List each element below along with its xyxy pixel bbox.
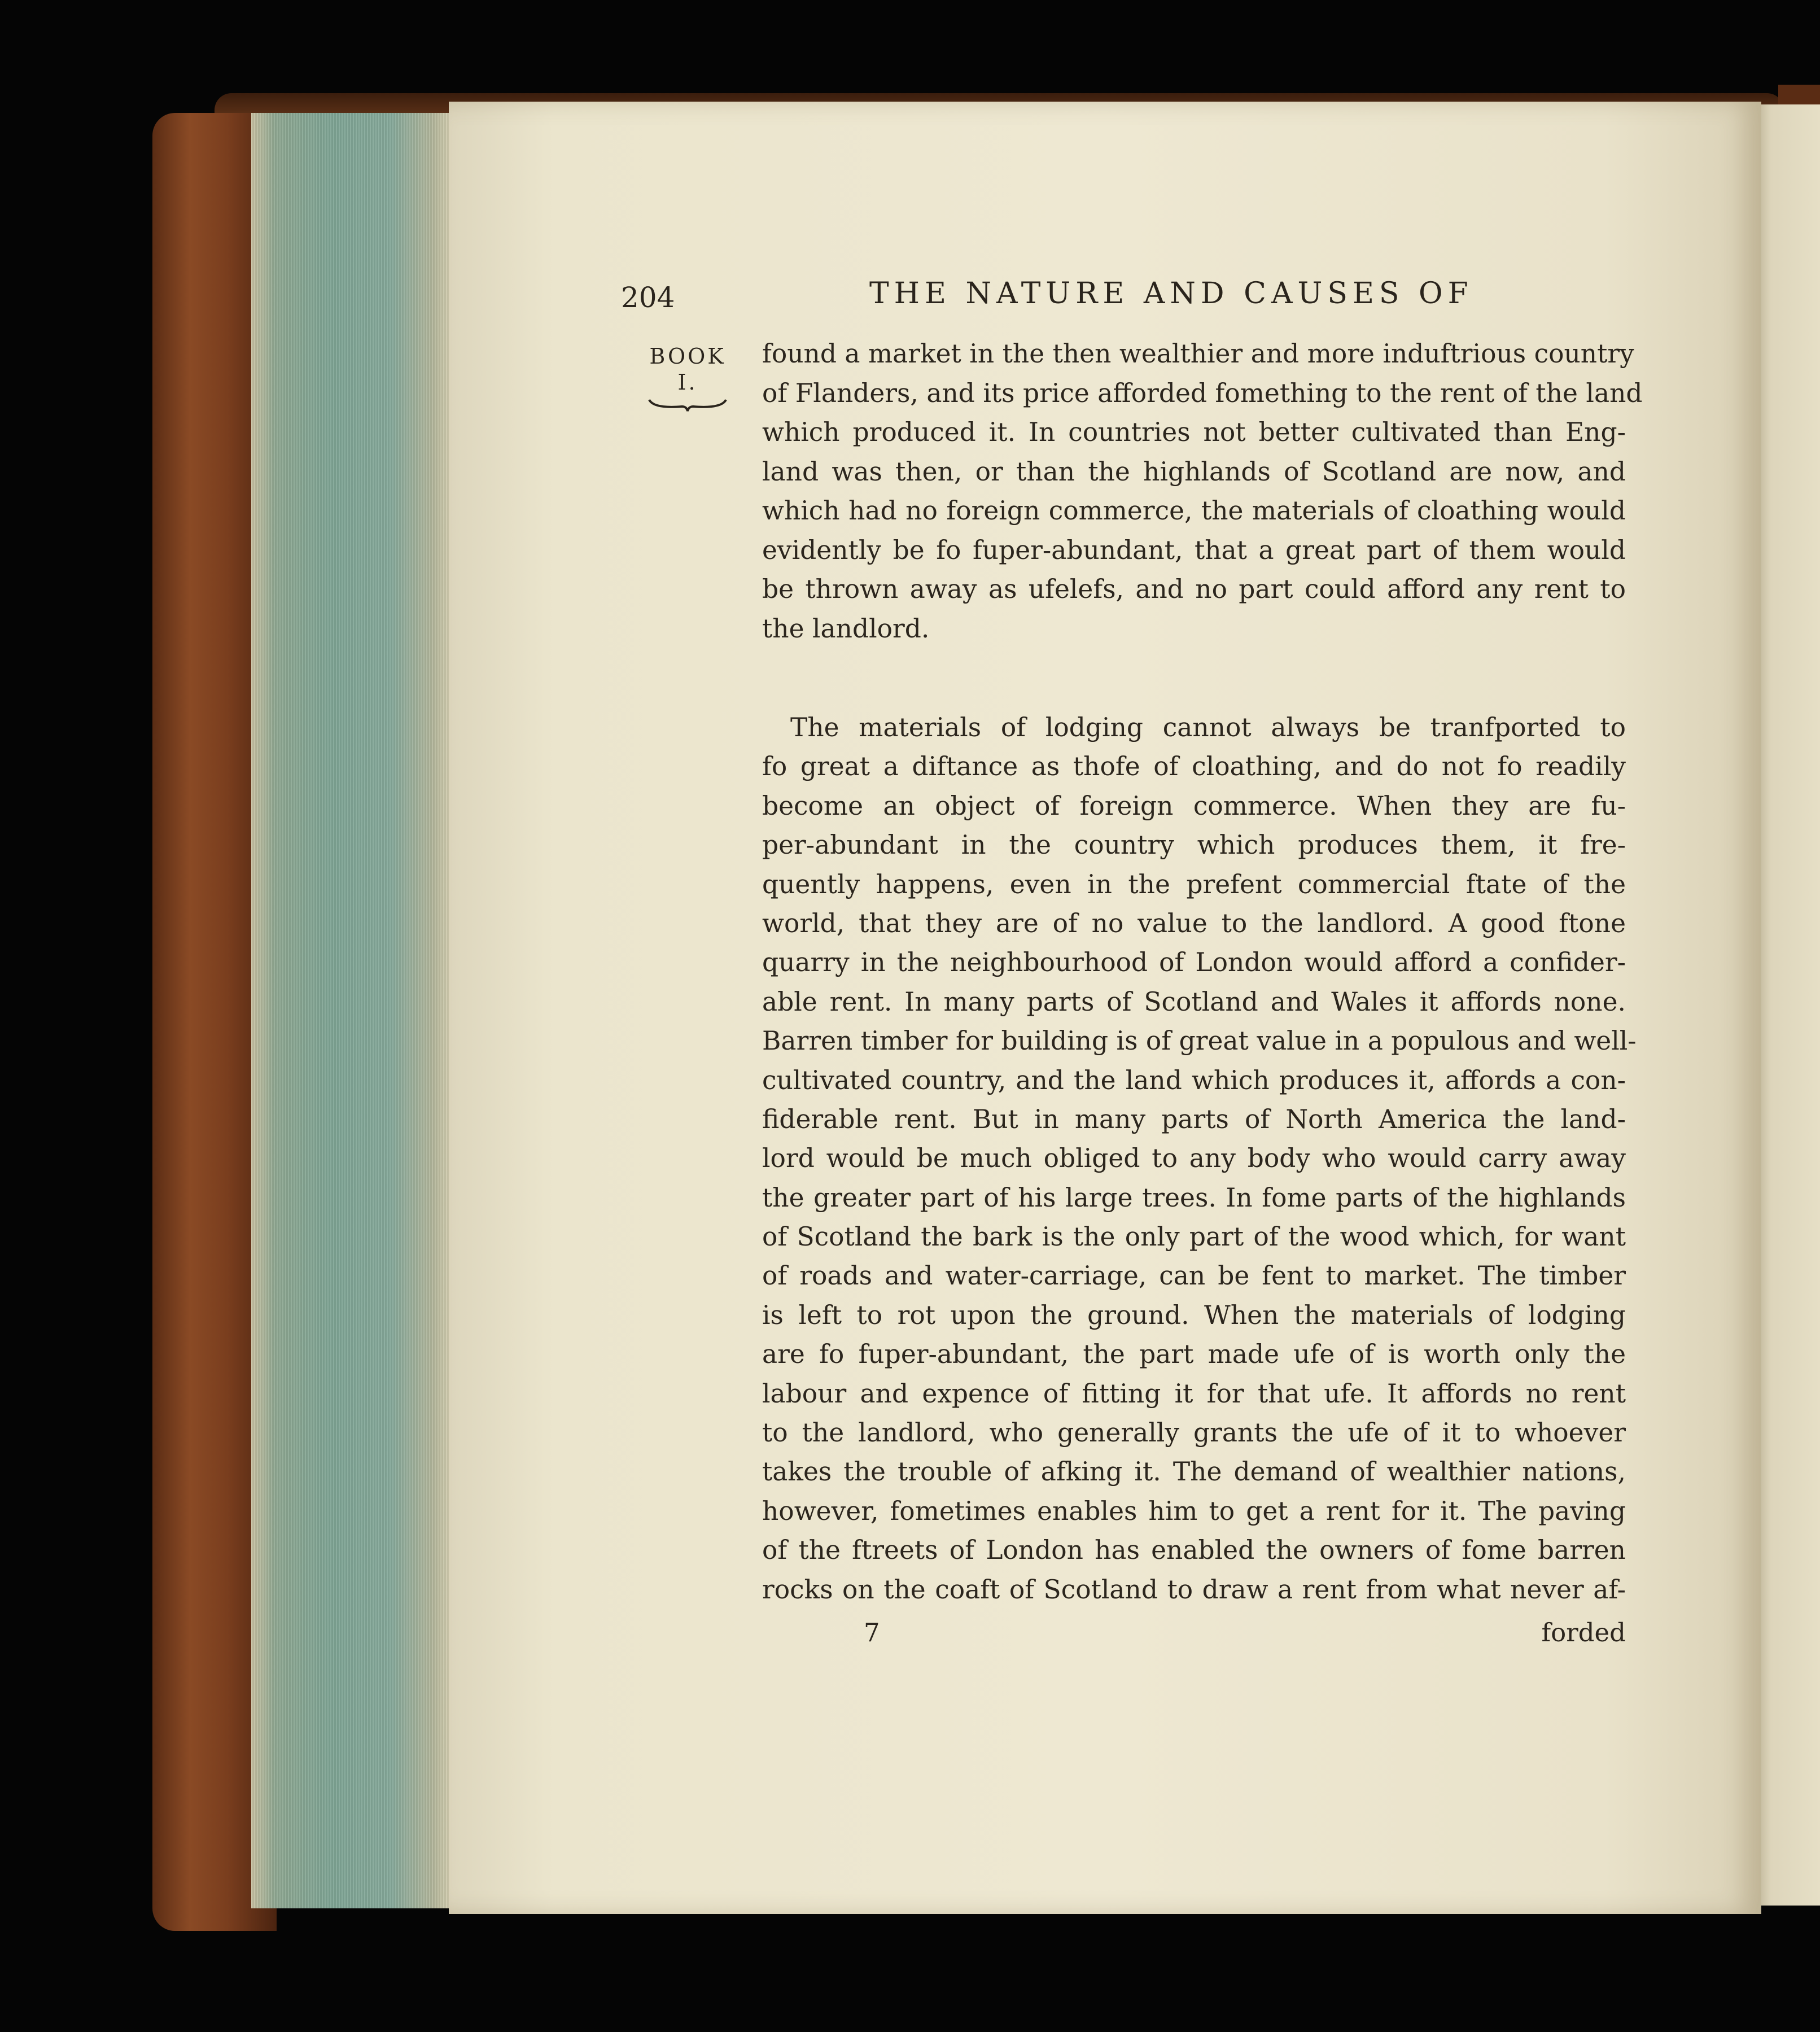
catchword: forded bbox=[1541, 1618, 1626, 1648]
text-line: labour and expence of fitting it for that ufe. It affords no rent bbox=[762, 1378, 1626, 1409]
text-line: however, fometimes enables him to get a rent for it. The paving bbox=[762, 1496, 1626, 1526]
text-line: fo great a diftance as thofe of cloathing, and do not fo readily bbox=[762, 751, 1626, 782]
text-line: able rent. In many parts of Scotland and Wales it affords none. bbox=[762, 986, 1626, 1017]
text-line: the greater part of his large trees. In fome parts of the highlands bbox=[762, 1182, 1626, 1213]
side-note bbox=[637, 343, 738, 412]
text-line: of Flanders, and its price afforded fomething to the rent of the land bbox=[762, 378, 1643, 408]
text-line: be thrown away as ufelefs, and no part could afford any rent to bbox=[762, 574, 1626, 604]
text-line: of roads and water-carriage, can be fent to market. The timber bbox=[762, 1261, 1626, 1291]
brace-ornament-icon bbox=[648, 397, 727, 412]
text-line: of Scotland the bark is the only part of the wood which, for want bbox=[762, 1222, 1626, 1252]
text-line: become an object of foreign commerce. When they are fu- bbox=[762, 790, 1626, 821]
paragraph-1 bbox=[762, 334, 1643, 648]
text-line: land was then, or than the highlands of Scotland are now, and bbox=[762, 456, 1626, 487]
page-footer bbox=[762, 1618, 1626, 1657]
text-line: The materials of lodging cannot always be tranfported to bbox=[790, 713, 1626, 742]
text-line: quently happens, even in the prefent commercial ftate of the bbox=[762, 869, 1626, 899]
text-line: evidently be fo fuper-abundant, that a great part of them would bbox=[762, 535, 1626, 565]
text-line: are fo fuper-abundant, the part made ufe of is worth only the bbox=[762, 1339, 1626, 1370]
text-line: fiderable rent. But in many parts of North America the land- bbox=[762, 1104, 1626, 1134]
side-note-number: I. bbox=[677, 370, 698, 395]
page-block-edges bbox=[251, 113, 452, 1908]
text-line: Barren timber for building is of great value in a populous and well- bbox=[762, 1026, 1637, 1056]
text-line: which had no foreign commerce, the materials of cloathing would bbox=[762, 496, 1626, 526]
signature-mark: 7 bbox=[864, 1618, 880, 1648]
text-line: which produced it. In countries not better cultivated than Eng- bbox=[762, 417, 1626, 447]
text-line: cultivated country, and the land which produces it, affords a con- bbox=[762, 1065, 1626, 1095]
page-number: 204 bbox=[621, 281, 675, 314]
text-line: the landlord. bbox=[762, 613, 930, 644]
text-line: of the ftreets of London has enabled the owners of fome barren bbox=[762, 1535, 1626, 1566]
text-line: quarry in the neighbourhood of London would afford a confider- bbox=[762, 947, 1626, 978]
text-line: found a market in the then wealthier and more induftrious country bbox=[762, 339, 1634, 369]
text-line: lord would be much obliged to any body who would carry away bbox=[762, 1143, 1626, 1174]
text-line: rocks on the coaft of Scotland to draw a rent from what never af- bbox=[762, 1574, 1626, 1605]
side-note-label: BOOK bbox=[649, 344, 726, 369]
text-line: to the landlord, who generally grants the ufe of it to whoever bbox=[762, 1418, 1626, 1448]
text-line: is left to rot upon the ground. When the materials of lodging bbox=[762, 1300, 1626, 1330]
running-title: THE NATURE AND CAUSES OF bbox=[869, 277, 1473, 311]
text-line: takes the trouble of afking it. The demand of wealthier nations, bbox=[762, 1457, 1626, 1487]
text-line: per-abundant in the country which produces them, it fre- bbox=[762, 830, 1626, 860]
text-line: world, that they are of no value to the landlord. A good ftone bbox=[762, 908, 1626, 938]
paragraph-2 bbox=[762, 708, 1637, 1609]
